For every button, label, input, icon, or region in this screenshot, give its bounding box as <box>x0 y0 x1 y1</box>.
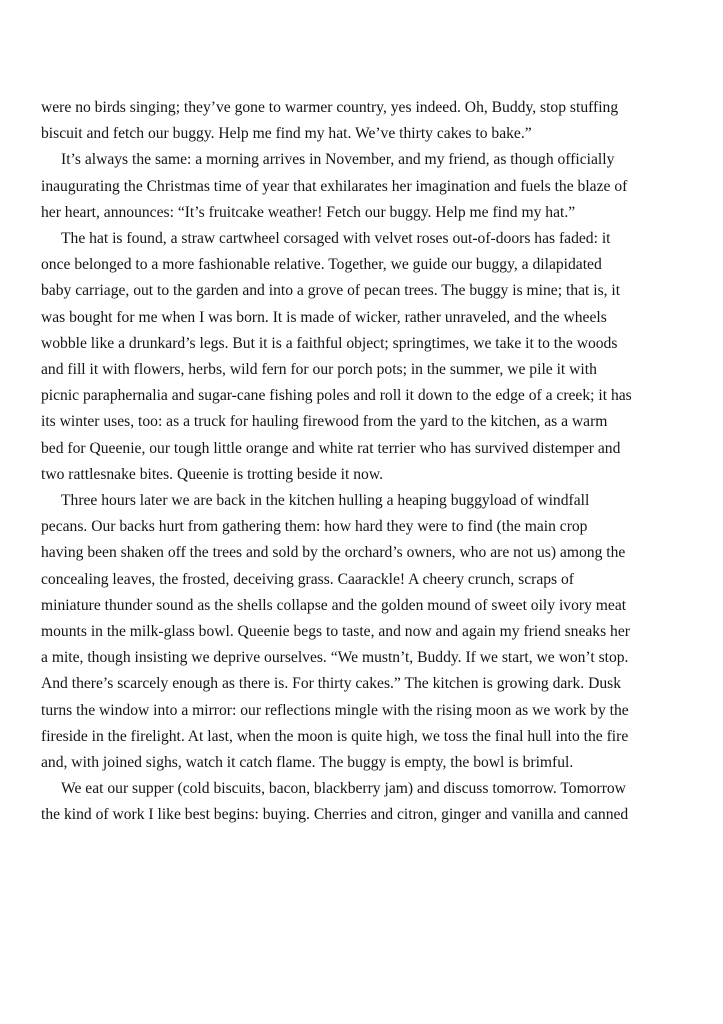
text-line: bed for Queenie, our tough little orange and white rat terrier who has survived distemper and <box>41 439 621 457</box>
text-line: her heart, announces: “It’s fruitcake weather! Fetch our buggy. Help me find my hat.” <box>41 203 576 221</box>
text-line: We eat our supper (cold biscuits, bacon, blackberry jam) and discuss tomorrow. Tomorrow <box>61 780 626 798</box>
text-line: baby carriage, out to the garden and into a grove of pecan trees. The buggy is mine; that is, it <box>41 282 621 300</box>
text-line: picnic paraphernalia and sugar-cane fishing poles and roll it down to the edge of a creek; it has <box>41 387 632 405</box>
text-line: pecans. Our backs hurt from gathering them: how hard they were to find (the main crop <box>41 518 588 536</box>
text-line: And there’s scarcely enough as there is. For thirty cakes.” The kitchen is growing dark. Dusk <box>41 675 621 693</box>
text-line: wobble like a drunkard’s legs. But it is a faithful object; springtimes, we take it to the woods <box>41 334 618 352</box>
text-line: the kind of work I like best begins: buying. Cherries and citron, ginger and vanilla and canned <box>41 806 629 824</box>
text-line: was bought for me when I was born. It is made of wicker, rather unraveled, and the wheels <box>41 308 607 326</box>
text-line: a mite, though insisting we deprive ourselves. “We mustn’t, Buddy. If we start, we won’t stop. <box>41 649 629 667</box>
text-line: its winter uses, too: as a truck for hauling firewood from the yard to the kitchen, as a warm <box>41 413 608 431</box>
page-text <box>41 95 699 829</box>
text-line: and fill it with flowers, herbs, wild fern for our porch pots; in the summer, we pile it with <box>41 361 597 379</box>
text-line: concealing leaves, the frosted, deceiving grass. Caarackle! A cheery crunch, scraps of <box>41 570 574 588</box>
text-line: and, with joined sighs, watch it catch flame. The buggy is empty, the bowl is brimful. <box>41 754 574 772</box>
text-line: biscuit and fetch our buggy. Help me find my hat. We’ve thirty cakes to bake.” <box>41 125 532 143</box>
text-line: once belonged to a more fashionable relative. Together, we guide our buggy, a dilapidated <box>41 256 602 274</box>
text-line: two rattlesnake bites. Queenie is trotting beside it now. <box>41 465 383 483</box>
text-line: It’s always the same: a morning arrives in November, and my friend, as though officially <box>61 151 615 169</box>
text-line: inaugurating the Christmas time of year that exhilarates her imagination and fuels the blaze of <box>41 177 628 195</box>
text-line: mounts in the milk-glass bowl. Queenie begs to taste, and now and again my friend sneaks her <box>41 623 630 641</box>
text-line: were no birds singing; they’ve gone to warmer country, yes indeed. Oh, Buddy, stop stuffing <box>41 99 619 116</box>
text-line: Three hours later we are back in the kitchen hulling a heaping buggyload of windfall <box>61 492 590 510</box>
text-line: miniature thunder sound as the shells collapse and the golden mound of sweet oily ivory meat <box>41 596 627 614</box>
text-line: turns the window into a mirror: our reflections mingle with the rising moon as we work by the <box>41 701 629 719</box>
text-line: having been shaken off the trees and sold by the orchard’s owners, who are not us) among the <box>41 544 626 562</box>
text-line: The hat is found, a straw cartwheel corsaged with velvet roses out-of-doors has faded: it <box>61 230 611 248</box>
text-line: fireside in the firelight. At last, when the moon is quite high, we toss the final hull into the fire <box>41 727 629 745</box>
